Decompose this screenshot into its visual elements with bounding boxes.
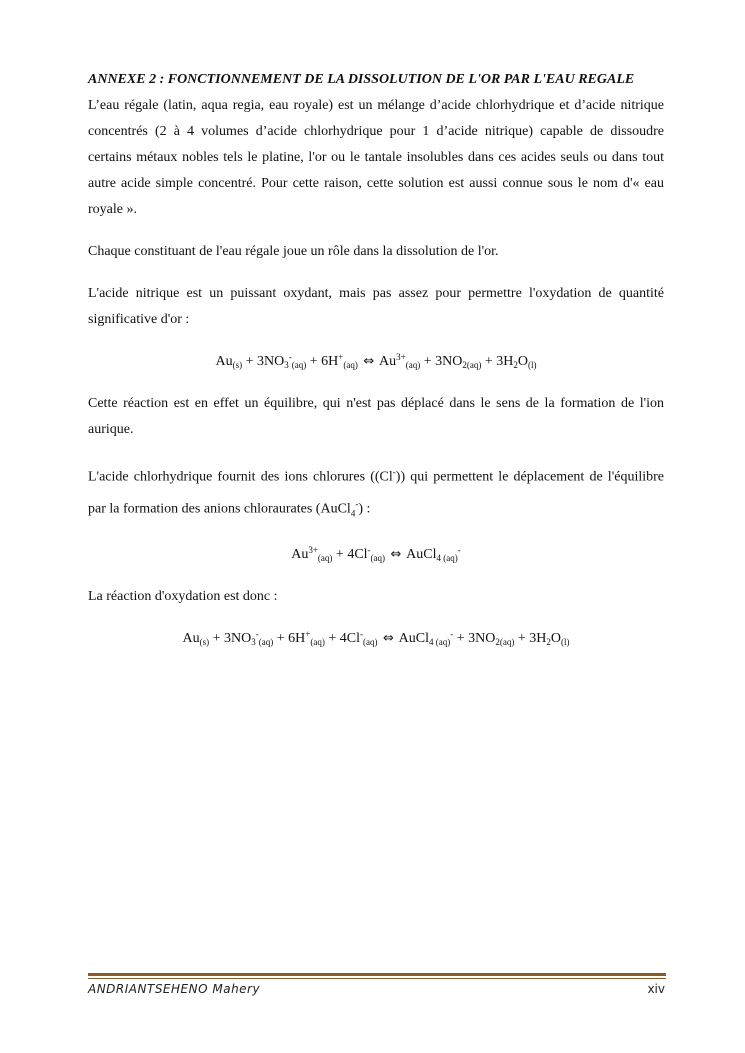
page-content [88, 67, 664, 652]
paragraph-overall: La réaction d'oxydation est donc : [88, 589, 278, 605]
equation-oxidation-nitric: $Au_{(s)} + 3NO_3^-_{(aq)} + 6H^+_{(aq)}$ ⇔ $Au^{3+}_{(aq)} + 3NO_{2(aq)} + 3H_2O_{(l)}$ [215, 352, 537, 370]
paragraph-nitric-acid: L'acide nitrique est un puissant oxydant, mais pas assez pour permettre l'oxydation de quantité significative d'or : [88, 286, 664, 327]
paragraph-constituents: Chaque constituant de l'eau régale joue un rôle dans la dissolution de l'or. [88, 244, 499, 259]
footer-author: ANDRIANTSEHENO Mahery [88, 982, 261, 996]
paragraph-hydrochloric-acid: L'acide chlorhydrique fournit des ions chlorures ((Cl-)) qui permettent le déplacement de l'équilibre par la formation des anions chloraurates (AuCl$_4$-) : [88, 467, 664, 519]
page-number: xiv [647, 982, 665, 996]
section-heading: ANNEXE 2 : FONCTIONNEMENT DE LA DISSOLUTION DE L'OR PAR L'EAU REGALE [88, 72, 635, 87]
footer-rule-thin [88, 978, 666, 979]
paragraph-intro: L’eau régale (latin, aqua regia, eau royale) est un mélange d’acide chlorhydrique et d’acide nitrique concentrés (2 à 4 volumes d’acide chlorhydrique pour 1 d’acide nitrique) capable de dissoudre certains métaux nobles tels le platine, l'or ou le tantale insolubles dans ces acides seuls ou dans tout autre acide simple concentré. Pour cette raison, cette solution est aussi connue sous le nom d'« eau royale ». [88, 98, 664, 217]
equation-chloraurate: $Au^{3+}_{(aq)} + 4Cl^-_{(aq)}$ ⇔ AuCl$_{4 (aq)}$- [291, 545, 461, 564]
equation-overall: $Au_{(s)} + 3NO_3^-_{(aq)} + 6H^+_{(aq)} + 4Cl^-_{(aq)}$ ⇔ AuCl$_{4 (aq)}$- + $3NO_{2(aq)} + 3H_2O_{(l)}$ [182, 629, 570, 648]
footer-rule [88, 973, 666, 976]
paragraph-equilibrium: Cette réaction est en effet un équilibre, qui n'est pas déplacé dans le sens de la formation de l'ion aurique. [88, 396, 664, 437]
